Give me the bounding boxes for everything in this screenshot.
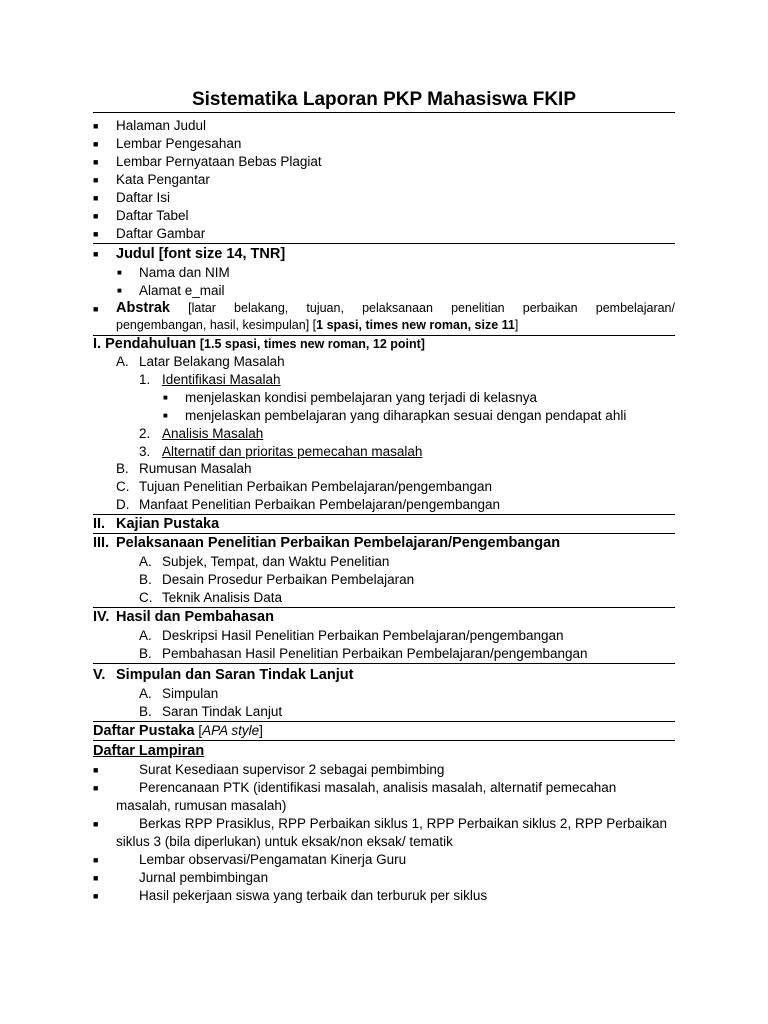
divider bbox=[93, 112, 675, 113]
list-item: Kata Pengantar bbox=[116, 172, 210, 187]
abstrak-line-1 bbox=[116, 300, 675, 317]
detail-item: menjelaskan kondisi pembelajaran yang terjadi di kelasnya bbox=[185, 390, 537, 405]
list-marker: A. bbox=[139, 686, 152, 701]
subsection-item: Teknik Analisis Data bbox=[162, 590, 283, 605]
list-marker: B. bbox=[139, 646, 152, 661]
list-marker: 1. bbox=[139, 372, 151, 387]
attachment-item-line bbox=[116, 815, 667, 833]
subsection-item: Simpulan bbox=[162, 686, 219, 701]
subsection-item: Tujuan Penelitian Perbaikan Pembelajaran/pengembangan bbox=[139, 479, 492, 494]
daftar-lampiran-heading: Daftar Lampiran bbox=[93, 743, 205, 759]
bullet-icon: ■ bbox=[93, 855, 99, 865]
bab1-heading: I. Pendahuluan bbox=[93, 336, 197, 352]
subsection-item: Rumusan Masalah bbox=[139, 461, 252, 476]
chapter-number: II. bbox=[93, 516, 106, 532]
attachment-item-continued: masalah, rumusan masalah) bbox=[116, 798, 287, 813]
subsection-item: Saran Tindak Lanjut bbox=[162, 704, 283, 719]
abstrak-text: ] bbox=[514, 318, 519, 332]
subsubsection-item: Alternatif dan prioritas pemecahan masalah bbox=[162, 444, 423, 459]
judul-sub-item: Alamat e_mail bbox=[139, 283, 225, 298]
list-item: Daftar Isi bbox=[116, 190, 171, 205]
bullet-icon: ■ bbox=[163, 393, 168, 402]
daftar-pustaka-heading: Daftar Pustaka bbox=[93, 723, 195, 739]
judul-sub-item: Nama dan NIM bbox=[139, 265, 230, 280]
bullet-icon: ■ bbox=[93, 765, 99, 775]
subsubsection-item: Analisis Masalah bbox=[162, 426, 264, 441]
attachment-item-continued: siklus 3 (bila diperlukan) untuk eksak/non eksak/ tematik bbox=[116, 834, 453, 849]
attachment-item: Surat Kesediaan supervisor 2 sebagai pembimbing bbox=[139, 762, 445, 777]
bullet-icon: ■ bbox=[163, 411, 168, 420]
abstrak-text: [latar belakang, tujuan, pelaksanaan penelitian perbaikan pembelajaran/ bbox=[188, 301, 675, 315]
abstrak-format-note: 1 spasi, times new roman, size 11 bbox=[316, 318, 515, 332]
bullet-icon: ■ bbox=[117, 268, 122, 277]
list-marker: C. bbox=[139, 590, 153, 605]
attachment-item: Lembar observasi/Pengamatan Kinerja Guru bbox=[139, 852, 407, 867]
chapter-number: III. bbox=[93, 535, 110, 551]
abstrak-text: pengembangan, hasil, kesimpulan] [ bbox=[116, 318, 317, 332]
list-marker: B. bbox=[116, 461, 129, 476]
list-marker: A. bbox=[139, 554, 152, 569]
judul-heading: Judul [font size 14, TNR] bbox=[116, 246, 286, 262]
subsection-item: Pembahasan Hasil Penelitian Perbaikan Pembelajaran/pengembangan bbox=[162, 646, 588, 661]
list-marker: D. bbox=[116, 497, 130, 512]
bullet-icon: ■ bbox=[93, 157, 99, 167]
citation-style-note: APA style bbox=[202, 723, 260, 738]
bullet-icon: ■ bbox=[93, 211, 99, 221]
chapter-title: Simpulan dan Saran Tindak Lanjut bbox=[116, 667, 354, 683]
daftar-pustaka-row bbox=[93, 722, 263, 740]
bab1-heading-row bbox=[93, 335, 425, 353]
list-item: Daftar Tabel bbox=[116, 208, 189, 223]
attachment-item: Jurnal pembimbingan bbox=[139, 870, 269, 885]
list-item: Lembar Pengesahan bbox=[116, 136, 242, 151]
attachment-item: Hasil pekerjaan siswa yang terbaik dan terburuk per siklus bbox=[139, 888, 488, 903]
list-marker: A. bbox=[139, 628, 152, 643]
bullet-icon: ■ bbox=[93, 249, 99, 259]
chapter-title: Pelaksanaan Penelitian Perbaikan Pembelajaran/Pengembangan bbox=[116, 535, 561, 551]
list-item: Halaman Judul bbox=[116, 118, 207, 133]
page-title: Sistematika Laporan PKP Mahasiswa FKIP bbox=[191, 89, 576, 110]
bracket-text: ] bbox=[259, 723, 263, 738]
list-marker: 3. bbox=[139, 444, 151, 459]
subsubsection-item: Identifikasi Masalah bbox=[162, 372, 281, 387]
attachment-item: Berkas RPP Prasiklus, RPP Perbaikan siklus 1, RPP Perbaikan siklus 2, RPP Perbaikan bbox=[139, 816, 667, 831]
bab1-format-note: [1.5 spasi, times new roman, 12 point] bbox=[199, 337, 425, 351]
list-marker: C. bbox=[116, 479, 130, 494]
subsection-item: Subjek, Tempat, dan Waktu Penelitian bbox=[162, 554, 390, 569]
abstrak-heading: Abstrak bbox=[116, 300, 170, 316]
chapter-number: V. bbox=[93, 667, 106, 683]
subsection-item: Desain Prosedur Perbaikan Pembelajaran bbox=[162, 572, 415, 587]
bullet-icon: ■ bbox=[93, 819, 99, 829]
bullet-icon: ■ bbox=[93, 783, 99, 793]
list-marker: 2. bbox=[139, 426, 151, 441]
bullet-icon: ■ bbox=[93, 304, 99, 314]
bullet-icon: ■ bbox=[93, 175, 99, 185]
list-item: Daftar Gambar bbox=[116, 226, 206, 241]
list-item: Lembar Pernyataan Bebas Plagiat bbox=[116, 154, 322, 169]
list-marker: B. bbox=[139, 572, 152, 587]
detail-item: menjelaskan pembelajaran yang diharapkan sesuai dengan pendapat ahli bbox=[185, 408, 627, 423]
subsection-item: Manfaat Penelitian Perbaikan Pembelajaran/pengembangan bbox=[139, 497, 500, 512]
divider bbox=[93, 243, 675, 244]
attachment-item: Perencanaan PTK (identifikasi masalah, analisis masalah, alternatif pemecahan bbox=[139, 780, 617, 795]
bracket-text: [ bbox=[198, 723, 203, 738]
chapter-title: Kajian Pustaka bbox=[116, 516, 220, 532]
bullet-icon: ■ bbox=[117, 286, 122, 295]
bullet-icon: ■ bbox=[93, 139, 99, 149]
bullet-icon: ■ bbox=[93, 891, 99, 901]
chapter-number: IV. bbox=[93, 609, 110, 625]
list-marker: B. bbox=[139, 704, 152, 719]
list-marker: A. bbox=[116, 354, 129, 369]
bullet-icon: ■ bbox=[93, 229, 99, 239]
bullet-icon: ■ bbox=[93, 193, 99, 203]
divider bbox=[93, 740, 675, 741]
abstrak-line-2 bbox=[116, 317, 518, 334]
subsection-item: Latar Belakang Masalah bbox=[139, 354, 285, 369]
divider bbox=[93, 663, 675, 664]
bullet-icon: ■ bbox=[93, 121, 99, 131]
chapter-title: Hasil dan Pembahasan bbox=[116, 609, 274, 625]
subsection-item: Deskripsi Hasil Penelitian Perbaikan Pembelajaran/pengembangan bbox=[162, 628, 564, 643]
bullet-icon: ■ bbox=[93, 873, 99, 883]
